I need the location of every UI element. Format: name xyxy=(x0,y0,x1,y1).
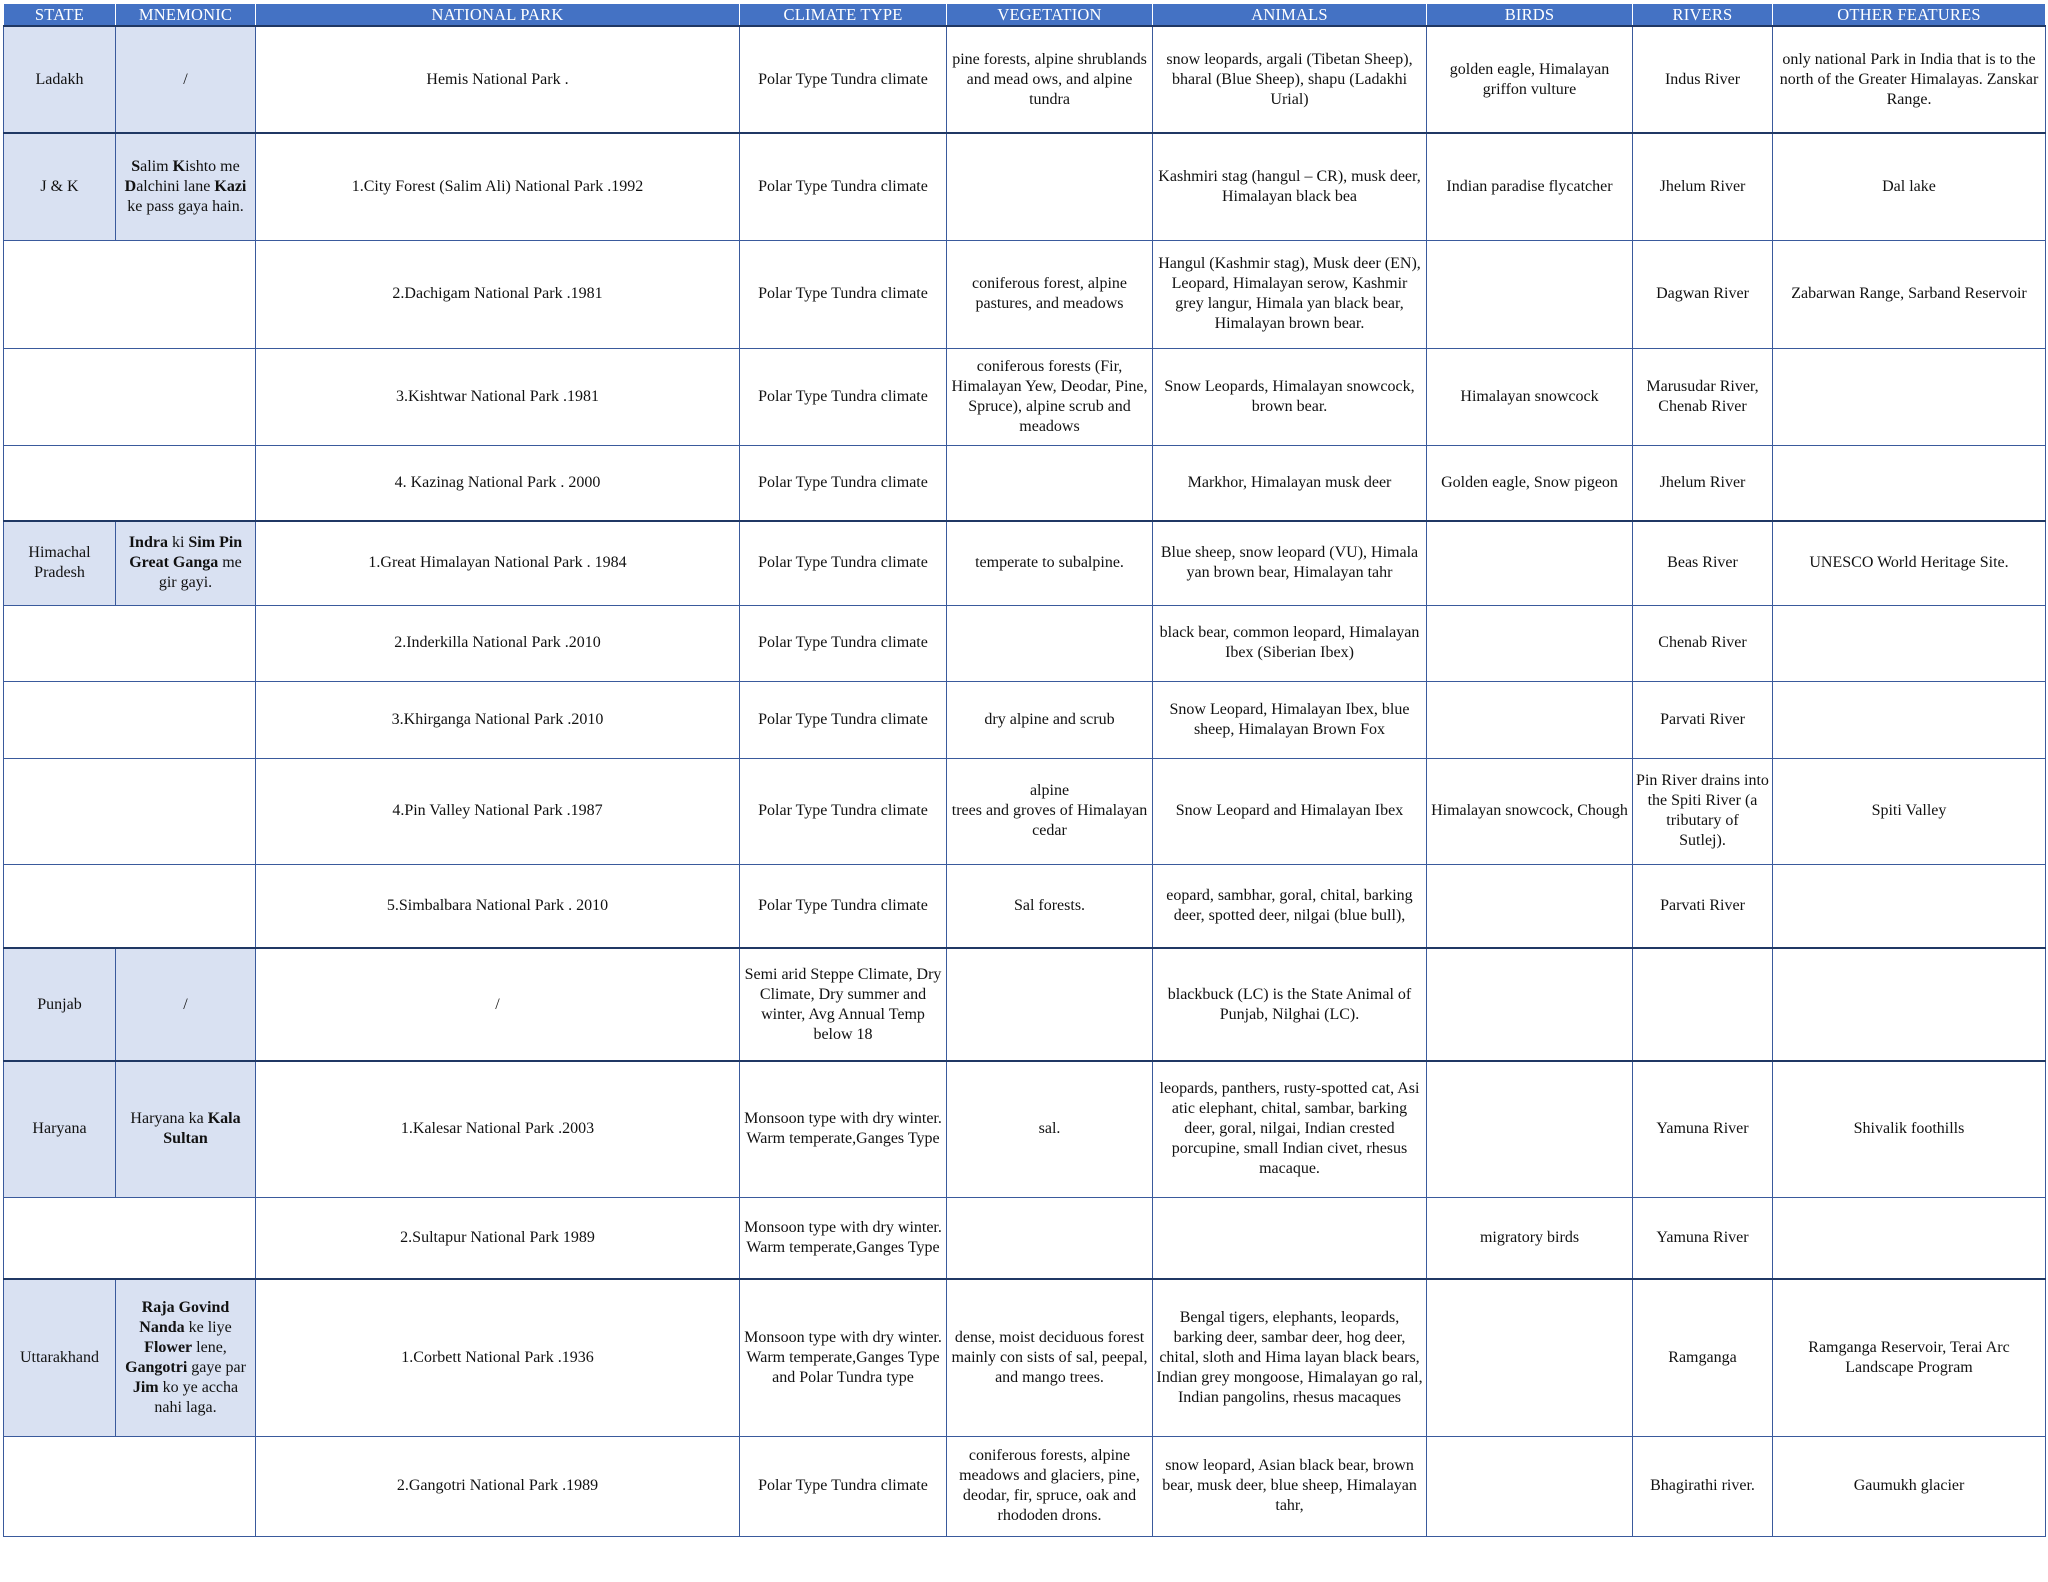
vegetation-cell xyxy=(947,948,1153,1061)
climate-cell: Monsoon type with dry winter. Warm temperate,Ganges Type xyxy=(740,1061,947,1197)
mnemonic-cell xyxy=(116,1197,256,1279)
state-cell xyxy=(4,864,116,948)
state-cell: Punjab xyxy=(4,948,116,1061)
header-animals: ANIMALS xyxy=(1153,4,1427,27)
climate-cell: Polar Type Tundra climate xyxy=(740,605,947,681)
other-features-cell xyxy=(1773,864,2046,948)
vegetation-cell xyxy=(947,1197,1153,1279)
animals-cell: black bear, common leopard, Himalayan Ibex (Siberian Ibex) xyxy=(1153,605,1427,681)
rivers-cell: Yamuna River xyxy=(1633,1061,1773,1197)
vegetation-cell xyxy=(947,133,1153,240)
birds-cell xyxy=(1427,1436,1633,1536)
park-cell: 1.Kalesar National Park .2003 xyxy=(256,1061,740,1197)
animals-cell: Markhor, Himalayan musk deer xyxy=(1153,445,1427,521)
other-features-cell: Gaumukh glacier xyxy=(1773,1436,2046,1536)
mnemonic-text: ke liye xyxy=(184,1318,232,1336)
climate-cell: Polar Type Tundra climate xyxy=(740,445,947,521)
table-row xyxy=(4,948,2046,1061)
mnemonic-cell xyxy=(116,1061,256,1197)
vegetation-cell: pine forests, alpine shrublands and mead ows, and alpine tundra xyxy=(947,26,1153,133)
animals-cell: blackbuck (LC) is the State Animal of Punjab, Nilghai (LC). xyxy=(1153,948,1427,1061)
header-climate-type: CLIMATE TYPE xyxy=(740,4,947,27)
animals-cell: Snow Leopards, Himalayan snowcock, brown bear. xyxy=(1153,348,1427,445)
mnemonic-bold-text: Indra xyxy=(128,534,168,552)
mnemonic-cell xyxy=(116,133,256,240)
animals-cell: leopards, panthers, rusty-spotted cat, Asi atic elephant, chital, sambar, barking deer, goral, nilgai, Indian crested porcupine, small Indian civet, rhesus macaque. xyxy=(1153,1061,1427,1197)
mnemonic-text: me gir gayi. xyxy=(158,554,242,592)
state-cell xyxy=(4,240,116,348)
park-cell: 1.City Forest (Salim Ali) National Park .1992 xyxy=(256,133,740,240)
mnemonic-text: gaye par xyxy=(187,1358,246,1376)
vegetation-cell: coniferous forest, alpine pastures, and meadows xyxy=(947,240,1153,348)
climate-cell: Polar Type Tundra climate xyxy=(740,26,947,133)
animals-cell: Hangul (Kashmir stag), Musk deer (EN), Leopard, Himalayan serow, Kashmir grey langur, Himala yan black bear, Himalayan brown bear. xyxy=(1153,240,1427,348)
animals-cell: eopard, sambhar, goral, chital, barking deer, spotted deer, nilgai (blue bull), xyxy=(1153,864,1427,948)
table-row xyxy=(4,681,2046,758)
state-cell: J & K xyxy=(4,133,116,240)
mnemonic-cell xyxy=(116,521,256,605)
mnemonic-bold-text: Raja Govind Nanda xyxy=(139,1298,230,1336)
animals-cell xyxy=(1153,1197,1427,1279)
park-cell: / xyxy=(256,948,740,1061)
mnemonic-cell: / xyxy=(116,26,256,133)
other-features-cell: Zabarwan Range, Sarband Reservoir xyxy=(1773,240,2046,348)
mnemonic-cell xyxy=(116,348,256,445)
park-cell: Hemis National Park . xyxy=(256,26,740,133)
state-cell xyxy=(4,1197,116,1279)
table-row xyxy=(4,133,2046,240)
climate-cell: Polar Type Tundra climate xyxy=(740,348,947,445)
vegetation-cell: coniferous forests, alpine meadows and glaciers, pine, deodar, fir, spruce, oak and rhododen drons. xyxy=(947,1436,1153,1536)
birds-cell xyxy=(1427,1061,1633,1197)
vegetation-cell: Sal forests. xyxy=(947,864,1153,948)
mnemonic-cell xyxy=(116,864,256,948)
climate-cell: Polar Type Tundra climate xyxy=(740,864,947,948)
park-cell: 3.Kishtwar National Park .1981 xyxy=(256,348,740,445)
rivers-cell: Parvati River xyxy=(1633,864,1773,948)
climate-cell: Polar Type Tundra climate xyxy=(740,681,947,758)
state-cell: Uttarakhand xyxy=(4,1279,116,1436)
mnemonic-text: Haryana ka xyxy=(130,1110,208,1128)
other-features-cell: UNESCO World Heritage Site. xyxy=(1773,521,2046,605)
animals-cell: snow leopards, argali (Tibetan Sheep), bharal (Blue Sheep), shapu (Ladakhi Urial) xyxy=(1153,26,1427,133)
mnemonic-bold-text: Kala Sultan xyxy=(163,1110,241,1148)
mnemonic-bold-text: Gangotri xyxy=(125,1358,188,1376)
rivers-cell: Jhelum River xyxy=(1633,133,1773,240)
other-features-cell: Dal lake xyxy=(1773,133,2046,240)
vegetation-cell: temperate to subalpine. xyxy=(947,521,1153,605)
rivers-cell: Indus River xyxy=(1633,26,1773,133)
birds-cell xyxy=(1427,240,1633,348)
rivers-cell: Pin River drains into the Spiti River (a tributary of Sutlej). xyxy=(1633,758,1773,864)
table-row xyxy=(4,605,2046,681)
mnemonic-cell xyxy=(116,240,256,348)
rivers-cell: Chenab River xyxy=(1633,605,1773,681)
vegetation-cell xyxy=(947,445,1153,521)
mnemonic-cell: / xyxy=(116,948,256,1061)
mnemonic-bold-text: Kazi xyxy=(214,177,247,195)
park-cell: 4.Pin Valley National Park .1987 xyxy=(256,758,740,864)
mnemonic-bold-text: Sim Pin xyxy=(188,534,243,552)
park-cell: 1.Corbett National Park .1936 xyxy=(256,1279,740,1436)
park-cell: 3.Khirganga National Park .2010 xyxy=(256,681,740,758)
state-cell xyxy=(4,1436,116,1536)
vegetation-cell: coniferous forests (Fir, Himalayan Yew, Deodar, Pine, Spruce), alpine scrub and meadows xyxy=(947,348,1153,445)
park-cell: 2.Dachigam National Park .1981 xyxy=(256,240,740,348)
park-cell: 2.Sultapur National Park 1989 xyxy=(256,1197,740,1279)
mnemonic-cell xyxy=(116,605,256,681)
climate-cell: Polar Type Tundra climate xyxy=(740,133,947,240)
mnemonic-text: lene, xyxy=(192,1338,227,1356)
state-cell: Himachal Pradesh xyxy=(4,521,116,605)
table-row xyxy=(4,1279,2046,1436)
rivers-cell xyxy=(1633,948,1773,1061)
mnemonic-bold-text: Jim xyxy=(132,1378,159,1396)
mnemonic-text: ishto me xyxy=(185,157,240,175)
climate-cell: Semi arid Steppe Climate, Dry Climate, Dry summer and winter, Avg Annual Temp below 18 xyxy=(740,948,947,1061)
climate-cell: Polar Type Tundra climate xyxy=(740,1436,947,1536)
mnemonic-text: ko ye accha nahi laga. xyxy=(154,1378,239,1416)
animals-cell: Snow Leopard and Himalayan Ibex xyxy=(1153,758,1427,864)
header-state: STATE xyxy=(4,4,116,27)
table-row xyxy=(4,240,2046,348)
vegetation-cell xyxy=(947,605,1153,681)
table-row xyxy=(4,445,2046,521)
header-row xyxy=(4,4,2046,27)
vegetation-cell: dense, moist deciduous forest mainly con sists of sal, peepal, and mango trees. xyxy=(947,1279,1153,1436)
birds-cell xyxy=(1427,605,1633,681)
header-mnemonic: MNEMONIC xyxy=(116,4,256,27)
birds-cell: Himalayan snowcock, Chough xyxy=(1427,758,1633,864)
state-cell xyxy=(4,445,116,521)
animals-cell: Kashmiri stag (hangul – CR), musk deer, Himalayan black bea xyxy=(1153,133,1427,240)
mnemonic-cell xyxy=(116,681,256,758)
birds-cell: Golden eagle, Snow pigeon xyxy=(1427,445,1633,521)
table-row xyxy=(4,758,2046,864)
birds-cell xyxy=(1427,1279,1633,1436)
table-row xyxy=(4,1197,2046,1279)
birds-cell: Indian paradise flycatcher xyxy=(1427,133,1633,240)
rivers-cell: Marusudar River, Chenab River xyxy=(1633,348,1773,445)
state-cell xyxy=(4,605,116,681)
table-row xyxy=(4,1436,2046,1536)
mnemonic-bold-text: Flower xyxy=(144,1338,193,1356)
rivers-cell: Dagwan River xyxy=(1633,240,1773,348)
other-features-cell xyxy=(1773,348,2046,445)
other-features-cell: Ramganga Reservoir, Terai Arc Landscape Program xyxy=(1773,1279,2046,1436)
vegetation-cell: dry alpine and scrub xyxy=(947,681,1153,758)
vegetation-cell: sal. xyxy=(947,1061,1153,1197)
rivers-cell: Yamuna River xyxy=(1633,1197,1773,1279)
birds-cell: Himalayan snowcock xyxy=(1427,348,1633,445)
birds-cell: migratory birds xyxy=(1427,1197,1633,1279)
other-features-cell xyxy=(1773,681,2046,758)
header-other-features: OTHER FEATURES xyxy=(1773,4,2046,27)
other-features-cell: Shivalik foothills xyxy=(1773,1061,2046,1197)
mnemonic-bold-text: Great Ganga xyxy=(129,554,219,572)
mnemonic-bold-text: K xyxy=(172,157,186,175)
other-features-cell xyxy=(1773,948,2046,1061)
park-cell: 2.Inderkilla National Park .2010 xyxy=(256,605,740,681)
other-features-cell xyxy=(1773,1197,2046,1279)
park-cell: 1.Great Himalayan National Park . 1984 xyxy=(256,521,740,605)
mnemonic-cell xyxy=(116,758,256,864)
header-birds: BIRDS xyxy=(1427,4,1633,27)
animals-cell: snow leopard, Asian black bear, brown bear, musk deer, blue sheep, Himalayan tahr, xyxy=(1153,1436,1427,1536)
climate-cell: Monsoon type with dry winter. Warm temperate,Ganges Type xyxy=(740,1197,947,1279)
header-rivers: RIVERS xyxy=(1633,4,1773,27)
state-cell xyxy=(4,681,116,758)
table-row xyxy=(4,26,2046,133)
table-row xyxy=(4,864,2046,948)
mnemonic-text: alchini lane xyxy=(136,177,215,195)
rivers-cell: Parvati River xyxy=(1633,681,1773,758)
other-features-cell xyxy=(1773,445,2046,521)
birds-cell: golden eagle, Himalayan griffon vulture xyxy=(1427,26,1633,133)
other-features-cell xyxy=(1773,605,2046,681)
state-cell xyxy=(4,758,116,864)
table-row xyxy=(4,1061,2046,1197)
other-features-cell: only national Park in India that is to the north of the Greater Himalayas. Zanskar Range. xyxy=(1773,26,2046,133)
vegetation-cell: alpine trees and groves of Himalayan cedar xyxy=(947,758,1153,864)
animals-cell: Bengal tigers, elephants, leopards, barking deer, sambar deer, hog deer, chital, sloth and Hima layan black bears, Indian grey mongoose, Himalayan go ral, Indian pangolins, rhesus macaques xyxy=(1153,1279,1427,1436)
birds-cell xyxy=(1427,864,1633,948)
climate-cell: Monsoon type with dry winter. Warm temperate,Ganges Type and Polar Tundra type xyxy=(740,1279,947,1436)
mnemonic-cell xyxy=(116,1436,256,1536)
mnemonic-text: ki xyxy=(167,534,189,552)
header-national-park: NATIONAL PARK xyxy=(256,4,740,27)
animals-cell: Blue sheep, snow leopard (VU), Himala yan brown bear, Himalayan tahr xyxy=(1153,521,1427,605)
state-cell: Haryana xyxy=(4,1061,116,1197)
mnemonic-bold-text: D xyxy=(124,177,137,195)
climate-cell: Polar Type Tundra climate xyxy=(740,758,947,864)
animals-cell: Snow Leopard, Himalayan Ibex, blue sheep, Himalayan Brown Fox xyxy=(1153,681,1427,758)
rivers-cell: Beas River xyxy=(1633,521,1773,605)
rivers-cell: Bhagirathi river. xyxy=(1633,1436,1773,1536)
climate-cell: Polar Type Tundra climate xyxy=(740,521,947,605)
table-row xyxy=(4,521,2046,605)
birds-cell xyxy=(1427,681,1633,758)
park-cell: 4. Kazinag National Park . 2000 xyxy=(256,445,740,521)
mnemonic-text: alim xyxy=(140,157,173,175)
mnemonic-cell xyxy=(116,1279,256,1436)
state-cell: Ladakh xyxy=(4,26,116,133)
other-features-cell: Spiti Valley xyxy=(1773,758,2046,864)
rivers-cell: Jhelum River xyxy=(1633,445,1773,521)
mnemonic-bold-text: S xyxy=(131,157,141,175)
mnemonic-cell xyxy=(116,445,256,521)
birds-cell xyxy=(1427,948,1633,1061)
rivers-cell: Ramganga xyxy=(1633,1279,1773,1436)
state-cell xyxy=(4,348,116,445)
national-parks-table xyxy=(3,3,2046,1537)
birds-cell xyxy=(1427,521,1633,605)
mnemonic-text: ke pass gaya hain. xyxy=(127,197,244,215)
header-vegetation: VEGETATION xyxy=(947,4,1153,27)
park-cell: 2.Gangotri National Park .1989 xyxy=(256,1436,740,1536)
table-row xyxy=(4,348,2046,445)
climate-cell: Polar Type Tundra climate xyxy=(740,240,947,348)
park-cell: 5.Simbalbara National Park . 2010 xyxy=(256,864,740,948)
